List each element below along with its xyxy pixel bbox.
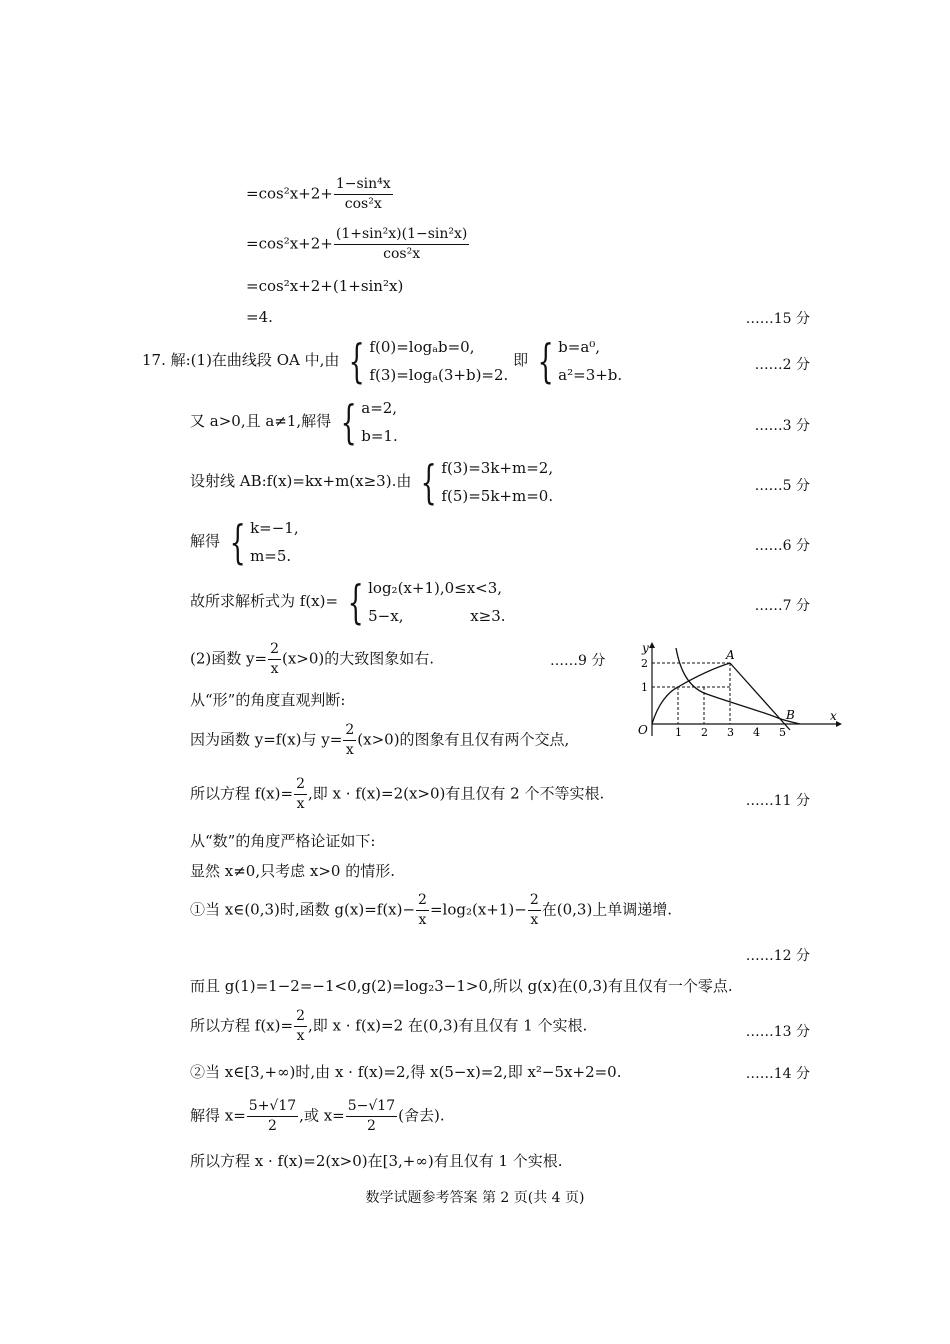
line-prefix: 解得 x= xyxy=(190,1106,246,1125)
function-graph xyxy=(628,640,844,738)
system-row: a=2, xyxy=(361,399,398,417)
line-prefix: 又 a>0,且 a≠1,解得 xyxy=(190,412,332,430)
fraction xyxy=(346,1098,397,1135)
q17-prefix: 17. 解:(1)在曲线段 OA 中,由 xyxy=(142,351,340,369)
score-5: ……5 分 xyxy=(754,478,810,494)
part2-line xyxy=(190,641,434,678)
log-curve xyxy=(652,663,730,724)
system-row: m=5. xyxy=(250,547,292,565)
expr-prefix: =cos²x+2+ xyxy=(246,184,333,203)
fraction-denominator: x xyxy=(530,911,539,928)
score-6: ……6 分 xyxy=(754,538,810,554)
zero-point-line: 而且 g(1)=1−2=−1<0,g(2)=log₂3−1>0,所以 g(x)在(0,3)有且仅有一个零点. xyxy=(190,977,733,995)
number-heading: 从“数”的角度严格论证如下: xyxy=(190,832,376,850)
line-suffix: (舍去). xyxy=(398,1106,445,1125)
fraction xyxy=(247,1098,298,1135)
line-suffix: ,即 x · f(x)=2 在(0,3)有且仅有 1 个实根. xyxy=(307,1016,588,1035)
solution-line xyxy=(190,1098,445,1135)
derivation-line-4: =4. xyxy=(246,308,273,326)
x-tick-5: 5 xyxy=(779,726,786,738)
fraction-denominator: x xyxy=(296,1027,305,1044)
system-row: a²=3+b. xyxy=(558,366,623,384)
line-prefix: 设射线 AB:f(x)=kx+m(x≥3).由 xyxy=(190,472,412,490)
x-tick-3: 3 xyxy=(727,726,734,738)
ray-ab xyxy=(730,663,790,730)
one-root-line xyxy=(190,1008,587,1045)
fraction-numerator: 2 xyxy=(343,722,356,741)
system-row: k=−1, xyxy=(250,519,299,537)
score-14: ……14 分 xyxy=(745,1066,810,1082)
expr-prefix: =cos²x+2+ xyxy=(246,234,333,253)
page-footer: 数学试题参考答案 第 2 页(共 4 页) xyxy=(365,1190,585,1206)
fraction xyxy=(416,892,429,929)
conclusion-line: 所以方程 x · f(x)=2(x>0)在[3,+∞)有且仅有 1 个实根. xyxy=(190,1152,563,1170)
fraction xyxy=(334,226,470,263)
y-tick-1: 1 xyxy=(641,681,648,694)
score-7: ……7 分 xyxy=(754,598,810,614)
fraction-denominator: x xyxy=(418,911,427,928)
x-tick-2: 2 xyxy=(701,726,708,738)
case1-line xyxy=(190,892,672,929)
fraction-denominator: 2 xyxy=(268,1117,277,1134)
q17-mid: 即 xyxy=(513,351,529,369)
line-prefix: 所以方程 f(x)= xyxy=(190,784,294,803)
equation-system: { f(0)=logₐb=0, f(3)=logₐ(3+b)=2. xyxy=(348,334,509,388)
y-axis-arrow-icon xyxy=(649,642,655,648)
fraction-numerator: 1−sin⁴x xyxy=(334,176,393,195)
system-row: f(5)=5k+m=0. xyxy=(441,487,554,505)
fraction-denominator: x xyxy=(345,741,354,758)
system-row: b=a⁰, xyxy=(558,338,601,356)
fraction-numerator: 5+√17 xyxy=(247,1098,298,1117)
system-row: f(3)=3k+m=2, xyxy=(441,459,554,477)
fraction-denominator: cos²x xyxy=(344,195,382,212)
piecewise-line xyxy=(190,575,506,629)
point-b-label: B xyxy=(786,708,795,722)
fraction-denominator: x xyxy=(270,660,279,677)
fraction xyxy=(343,722,356,759)
score-13: ……13 分 xyxy=(745,1024,810,1040)
fraction-numerator: 2 xyxy=(294,1008,307,1027)
line-suffix: ,即 x · f(x)=2(x>0)有且仅有 2 个不等实根. xyxy=(307,784,605,803)
line-mid: ,或 x= xyxy=(299,1106,345,1125)
score-15: ……15 分 xyxy=(745,311,810,327)
score-11: ……11 分 xyxy=(745,793,810,809)
fraction xyxy=(294,1008,307,1045)
case2-line: ②当 x∈[3,+∞)时,由 x · f(x)=2,得 x(5−x)=2,即 x²−5x+2=0. xyxy=(190,1063,622,1081)
shape-heading: 从“形”的角度直观判断: xyxy=(190,691,346,709)
point-a-label: A xyxy=(726,648,735,662)
equation-system: { a=2, b=1. xyxy=(340,395,398,449)
fraction-numerator: 2 xyxy=(416,892,429,911)
system-row: 5−x, x≥3. xyxy=(368,607,506,625)
ray-ab-line xyxy=(190,455,554,509)
line-mid: =log₂(x+1)− xyxy=(429,900,527,919)
fraction-denominator: x xyxy=(296,795,305,812)
score-9: ……9 分 xyxy=(550,653,606,669)
fraction-numerator: 2 xyxy=(268,641,281,660)
system-row: f(3)=logₐ(3+b)=2. xyxy=(369,366,509,384)
derivation-line-1 xyxy=(246,176,394,213)
system-row: b=1. xyxy=(361,427,398,445)
line-prefix: 解得 xyxy=(190,532,221,550)
line-prefix: ①当 x∈(0,3)时,函数 g(x)=f(x)− xyxy=(190,900,416,919)
y-axis-label: y xyxy=(642,641,649,655)
q17-line xyxy=(142,334,623,388)
score-2: ……2 分 xyxy=(754,357,810,373)
line-prefix: 因为函数 y=f(x)与 y= xyxy=(190,730,343,749)
piecewise-system: { log₂(x+1),0≤x<3, 5−x, x≥3. xyxy=(347,575,506,629)
line-suffix: (x>0)的大致图象如右. xyxy=(281,649,435,668)
fraction xyxy=(528,892,541,929)
y-tick-2: 2 xyxy=(641,657,648,670)
solve-km-line xyxy=(190,515,299,569)
x-tick-1: 1 xyxy=(675,726,682,738)
x-tick-4: 4 xyxy=(753,726,760,738)
equation-system: { k=−1, m=5. xyxy=(229,515,299,569)
x-axis-arrow-icon xyxy=(836,721,842,727)
line-prefix: 故所求解析式为 f(x)= xyxy=(190,592,339,610)
equation-system: { f(3)=3k+m=2, f(5)=5k+m=0. xyxy=(420,455,554,509)
dashed-guides xyxy=(652,663,730,724)
fraction-numerator: (1+sin²x)(1−sin²x) xyxy=(334,226,470,245)
fraction-numerator: 2 xyxy=(294,776,307,795)
equation-system: { b=a⁰, a²=3+b. xyxy=(537,334,623,388)
two-roots-line xyxy=(190,776,604,813)
fraction-denominator: 2 xyxy=(366,1117,376,1134)
origin-label: O xyxy=(638,723,648,737)
line-prefix: 所以方程 f(x)= xyxy=(190,1016,294,1035)
intersection-line xyxy=(190,722,569,759)
derivation-line-2 xyxy=(246,226,470,263)
x-nonzero-line: 显然 x≠0,只考虑 x>0 的情形. xyxy=(190,862,395,880)
line-suffix: (x>0)的图象有且仅有两个交点, xyxy=(357,730,570,749)
hyperbola-curve xyxy=(676,648,800,724)
fraction-numerator: 2 xyxy=(528,892,541,911)
x-axis-label: x xyxy=(830,709,837,723)
fraction-numerator: 5−√17 xyxy=(346,1098,397,1117)
line-prefix: (2)函数 y= xyxy=(190,649,268,668)
system-row: f(0)=logₐb=0, xyxy=(369,338,475,356)
fraction xyxy=(334,176,393,213)
score-3: ……3 分 xyxy=(754,418,810,434)
line-suffix: 在(0,3)上单调递增. xyxy=(541,900,673,919)
system-row: log₂(x+1),0≤x<3, xyxy=(368,579,503,597)
solve-ab-line xyxy=(190,395,398,449)
fraction-denominator: cos²x xyxy=(383,245,421,262)
score-12: ……12 分 xyxy=(745,948,810,964)
fraction xyxy=(268,641,281,678)
fraction xyxy=(294,776,307,813)
derivation-line-3: =cos²x+2+(1+sin²x) xyxy=(246,277,404,295)
